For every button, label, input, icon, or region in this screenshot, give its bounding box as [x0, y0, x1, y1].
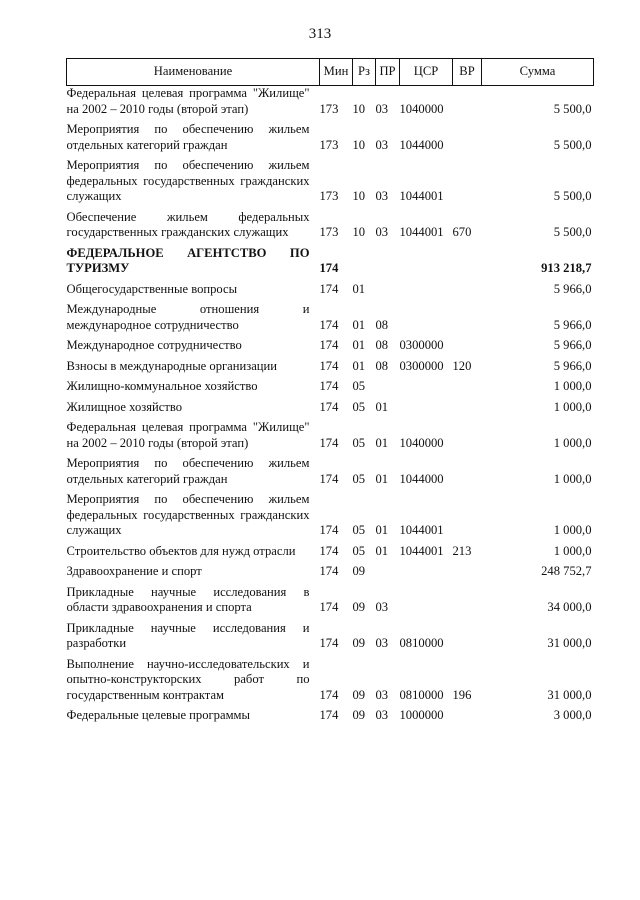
- cell-min: 174: [319, 435, 339, 450]
- table-row: [67, 564, 594, 585]
- table-row: [67, 544, 594, 565]
- cell-rz: 10: [352, 225, 366, 239]
- cell-name: Федеральная целевая программа "Жилище" на 2002 – 2010 годы (второй этап): [66, 420, 310, 450]
- cell-csr: 1040000: [399, 101, 444, 116]
- cell-min: 173: [319, 189, 339, 203]
- cell-rz: 10: [352, 101, 366, 116]
- table-row: [67, 246, 594, 282]
- cell-sum: 1 000,0: [553, 543, 592, 558]
- cell-csr: 1040000: [399, 435, 444, 450]
- cell-min: 174: [319, 687, 339, 702]
- cell-min: 174: [319, 471, 339, 486]
- cell-vr: [453, 246, 482, 282]
- cell-vr: [453, 302, 482, 338]
- cell-csr: 0810000: [399, 687, 444, 702]
- page-number: 313: [308, 26, 332, 42]
- cell-pr: [376, 246, 400, 282]
- cell-name: Мероприятия по обеспечению жильем отдельных категорий граждан: [66, 122, 310, 152]
- cell-min: 174: [319, 523, 339, 537]
- cell-sum: 31 000,0: [547, 687, 592, 702]
- cell-sum: 1 000,0: [553, 399, 592, 414]
- cell-vr: [453, 456, 482, 492]
- cell-rz: 09: [352, 708, 366, 722]
- cell-name: ФЕДЕРАЛЬНОЕ АГЕНТСТВО ПО ТУРИЗМУ: [66, 245, 310, 275]
- budget-table: [66, 58, 594, 729]
- cell-name: Здравоохранение и спорт: [66, 564, 202, 578]
- cell-sum: 5 500,0: [553, 189, 592, 203]
- table-row: [67, 420, 594, 456]
- cell-min: 174: [319, 600, 339, 614]
- table-row: [67, 379, 594, 400]
- cell-min: 173: [319, 225, 339, 239]
- cell-sum: 5 500,0: [553, 101, 592, 116]
- cell-csr: 1044000: [399, 471, 444, 486]
- cell-sum: 34 000,0: [547, 600, 592, 614]
- cell-csr: 1044001: [399, 523, 444, 537]
- cell-name: Прикладные научные исследования и разработки: [66, 620, 310, 650]
- cell-name: Мероприятия по обеспечению жильем федеральных государственных гражданских служащих: [66, 158, 310, 203]
- cell-rz: 05: [352, 543, 366, 558]
- cell-name: Взносы в международные организации: [66, 358, 278, 373]
- cell-name: Обеспечение жильем федеральных государственных гражданских служащих: [66, 209, 310, 239]
- cell-vr: [453, 564, 482, 585]
- cell-sum: 248 752,7: [541, 564, 592, 578]
- header-csr: ЦСР: [400, 59, 453, 86]
- cell-vr: [453, 158, 482, 210]
- cell-csr: 1000000: [399, 708, 444, 722]
- cell-min: 174: [319, 636, 339, 650]
- table-header: [67, 59, 594, 86]
- cell-pr: 03: [375, 600, 389, 614]
- table-row: [67, 585, 594, 621]
- cell-rz: 09: [352, 564, 366, 578]
- cell-rz: 05: [352, 523, 366, 537]
- table-row: [67, 708, 594, 729]
- cell-min: 174: [319, 399, 339, 414]
- table-row: [67, 282, 594, 303]
- cell-csr: [400, 246, 453, 282]
- table-row: [67, 492, 594, 544]
- cell-sum: 1 000,0: [553, 471, 592, 486]
- cell-min: 174: [319, 317, 339, 332]
- cell-pr: 03: [375, 101, 389, 116]
- cell-vr: [453, 338, 482, 359]
- cell-csr: 1044001: [399, 189, 444, 203]
- cell-vr: 670: [452, 225, 472, 239]
- cell-csr: [400, 282, 453, 303]
- cell-vr: 120: [452, 358, 472, 373]
- cell-min: 174: [319, 261, 339, 275]
- header-vr: ВР: [453, 59, 482, 86]
- cell-rz: 05: [352, 471, 366, 486]
- cell-csr: [400, 379, 453, 400]
- header-min: Мин: [320, 59, 353, 86]
- cell-rz: [353, 246, 376, 282]
- cell-rz: 01: [352, 338, 366, 352]
- cell-rz: 05: [352, 399, 366, 414]
- cell-vr: [453, 400, 482, 421]
- cell-pr: 01: [375, 471, 389, 486]
- cell-sum: 3 000,0: [553, 708, 592, 722]
- cell-csr: 1044001: [399, 225, 444, 239]
- cell-name: Выполнение научно-исследовательских и опытно-конструкторских работ по государственным контрактам: [66, 656, 310, 702]
- cell-sum: 913 218,7: [541, 261, 592, 275]
- cell-name: Общегосударственные вопросы: [66, 281, 238, 296]
- cell-min: 173: [319, 137, 339, 152]
- cell-vr: 196: [452, 687, 472, 702]
- table-row: [67, 621, 594, 657]
- table-row: [67, 456, 594, 492]
- table-row: [67, 359, 594, 380]
- cell-rz: 09: [352, 600, 366, 614]
- cell-name: Прикладные научные исследования в области здравоохранения и спорта: [66, 584, 310, 614]
- table-row: [67, 338, 594, 359]
- cell-min: 174: [319, 564, 339, 578]
- cell-vr: [453, 585, 482, 621]
- table-row: [67, 210, 594, 246]
- cell-name: Международные отношения и международное сотрудничество: [66, 302, 310, 332]
- table-row: [67, 86, 594, 123]
- cell-sum: 31 000,0: [547, 636, 592, 650]
- cell-sum: 5 966,0: [553, 281, 592, 296]
- cell-vr: [453, 420, 482, 456]
- cell-rz: 05: [352, 379, 366, 393]
- cell-name: Международное сотрудничество: [66, 338, 242, 352]
- cell-vr: [453, 379, 482, 400]
- cell-pr: 01: [375, 543, 389, 558]
- cell-rz: 05: [352, 435, 366, 450]
- cell-name: Федеральная целевая программа "Жилище" на 2002 – 2010 годы (второй этап): [66, 86, 310, 116]
- cell-csr: [400, 302, 453, 338]
- cell-pr: 03: [375, 225, 389, 239]
- cell-min: 174: [319, 543, 339, 558]
- cell-pr: 03: [375, 708, 389, 722]
- cell-vr: [453, 86, 482, 123]
- cell-csr: [400, 585, 453, 621]
- cell-pr: 08: [375, 338, 389, 352]
- table-row: [67, 122, 594, 158]
- cell-name: Строительство объектов для нужд отрасли: [66, 543, 296, 558]
- cell-name: Жилищно-коммунальное хозяйство: [66, 379, 258, 393]
- cell-pr: 03: [375, 189, 389, 203]
- cell-csr: [400, 564, 453, 585]
- cell-rz: 01: [352, 358, 366, 373]
- cell-vr: [453, 282, 482, 303]
- cell-rz: 09: [352, 687, 366, 702]
- cell-min: 174: [319, 379, 339, 393]
- cell-csr: 0300000: [399, 338, 444, 352]
- cell-pr: [376, 379, 400, 400]
- table-row: [67, 657, 594, 709]
- cell-min: 174: [319, 708, 339, 722]
- table-row: [67, 158, 594, 210]
- cell-name: Федеральные целевые программы: [66, 708, 250, 722]
- cell-rz: 01: [352, 317, 366, 332]
- cell-pr: 01: [375, 399, 389, 414]
- cell-sum: 5 966,0: [553, 317, 592, 332]
- table-row: [67, 302, 594, 338]
- cell-pr: 03: [375, 137, 389, 152]
- cell-sum: 5 500,0: [553, 225, 592, 239]
- cell-sum: 5 966,0: [553, 338, 592, 352]
- cell-rz: 09: [352, 636, 366, 650]
- cell-name: Мероприятия по обеспечению жильем отдельных категорий граждан: [66, 456, 310, 486]
- cell-rz: 01: [352, 281, 366, 296]
- cell-csr: 0300000: [399, 358, 444, 373]
- cell-pr: [376, 564, 400, 585]
- cell-min: 174: [319, 338, 339, 352]
- cell-sum: 5 966,0: [553, 358, 592, 373]
- cell-min: 174: [319, 281, 339, 296]
- cell-vr: [453, 621, 482, 657]
- cell-name: Мероприятия по обеспечению жильем федеральных государственных гражданских служащих: [66, 492, 310, 537]
- header-name: Наименование: [67, 59, 320, 86]
- cell-sum: 1 000,0: [553, 379, 592, 393]
- cell-vr: [453, 492, 482, 544]
- cell-csr: 1044001: [399, 543, 444, 558]
- cell-pr: 08: [375, 358, 389, 373]
- header-rz: Рз: [353, 59, 376, 86]
- cell-vr: 213: [452, 543, 472, 558]
- cell-sum: 1 000,0: [553, 523, 592, 537]
- cell-csr: 0810000: [399, 636, 444, 650]
- cell-sum: 1 000,0: [553, 435, 592, 450]
- table-body: [67, 86, 594, 729]
- cell-pr: [376, 282, 400, 303]
- cell-pr: 03: [375, 636, 389, 650]
- header-pr: ПР: [376, 59, 400, 86]
- cell-pr: 03: [375, 687, 389, 702]
- cell-csr: [400, 400, 453, 421]
- cell-rz: 10: [352, 189, 366, 203]
- cell-pr: 01: [375, 523, 389, 537]
- cell-rz: 10: [352, 137, 366, 152]
- cell-vr: [453, 708, 482, 729]
- header-sum: Сумма: [482, 59, 594, 86]
- cell-csr: 1044000: [399, 137, 444, 152]
- table-row: [67, 400, 594, 421]
- cell-min: 174: [319, 358, 339, 373]
- cell-pr: 08: [375, 317, 389, 332]
- cell-name: Жилищное хозяйство: [66, 399, 183, 414]
- cell-pr: 01: [375, 435, 389, 450]
- cell-sum: 5 500,0: [553, 137, 592, 152]
- cell-min: 173: [319, 101, 339, 116]
- cell-vr: [453, 122, 482, 158]
